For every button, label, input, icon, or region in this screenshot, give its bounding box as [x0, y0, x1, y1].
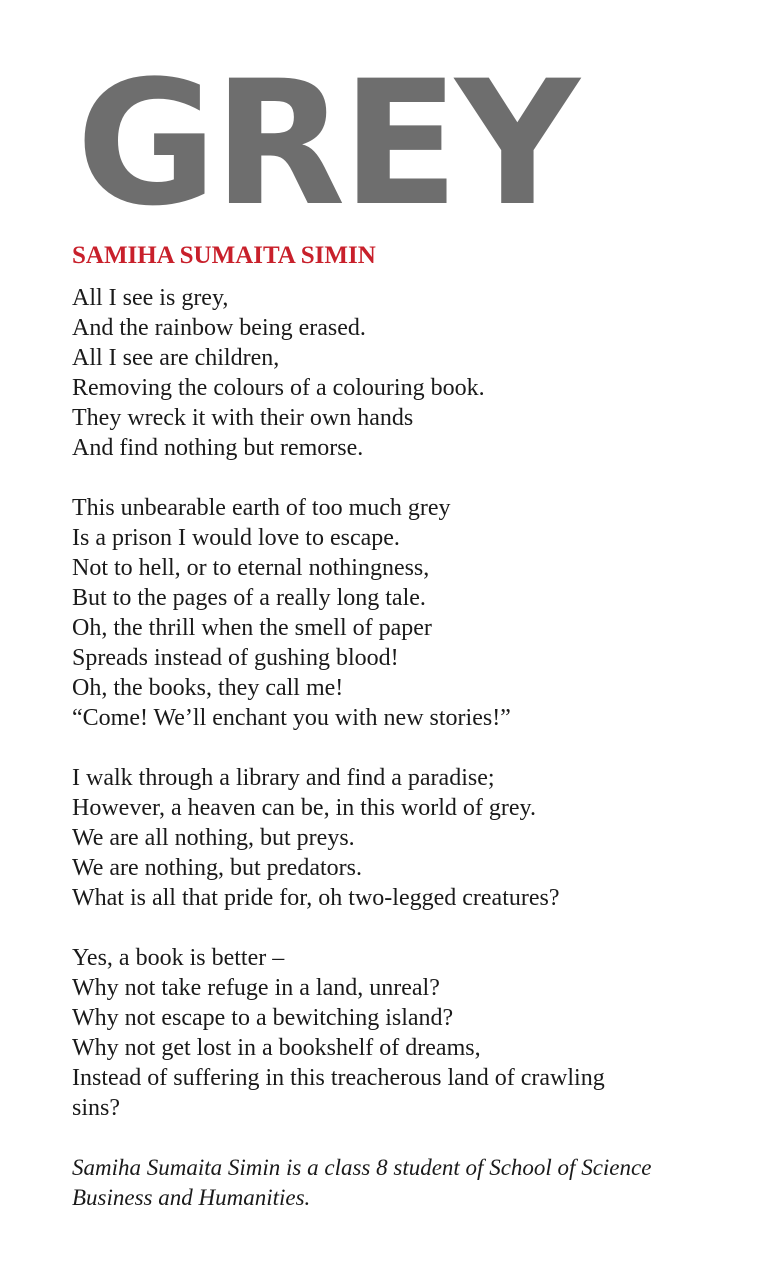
poem-line: Why not get lost in a bookshelf of dreams, — [72, 1035, 481, 1061]
poem-line: Oh, the thrill when the smell of paper — [72, 615, 432, 641]
poem-line: And the rainbow being erased. — [72, 315, 366, 341]
author-bio-line: Samiha Sumaita Simin is a class 8 student of School of Science — [72, 1155, 652, 1180]
poem-line: Is a prison I would love to escape. — [72, 525, 400, 551]
poem-line: All I see is grey, — [72, 285, 229, 311]
poem-line: And find nothing but remorse. — [72, 435, 364, 461]
poem-line: Yes, a book is better – — [72, 945, 285, 971]
poem-line: Why not escape to a bewitching island? — [72, 1005, 454, 1031]
poem-line: What is all that pride for, oh two-legged creatures? — [72, 885, 560, 911]
stanza-break — [72, 463, 712, 493]
poem-line: Not to hell, or to eternal nothingness, — [72, 555, 430, 581]
poem-line: They wreck it with their own hands — [72, 405, 414, 431]
stanza-1 — [72, 283, 712, 463]
stanza-2 — [72, 493, 712, 733]
poem-line: But to the pages of a really long tale. — [72, 585, 426, 611]
stanza-4 — [72, 943, 712, 1123]
poem-line: Oh, the books, they call me! — [72, 675, 344, 701]
poem-line: All I see are children, — [72, 345, 280, 371]
poem-line: Instead of suffering in this treacherous land of crawling — [72, 1065, 605, 1091]
stanza-break — [72, 913, 712, 943]
poem-line: This unbearable earth of too much grey — [72, 495, 451, 521]
poem-line: Spreads instead of gushing blood! — [72, 645, 399, 671]
author-name: SAMIHA SUMAITA SIMIN — [72, 242, 376, 269]
poem-line: “Come! We’ll enchant you with new stories!” — [72, 705, 511, 731]
poem-line: We are all nothing, but preys. — [72, 825, 355, 851]
poem-line: We are nothing, but predators. — [72, 855, 362, 881]
stanza-3 — [72, 763, 712, 913]
author-bio-line: Business and Humanities. — [72, 1185, 311, 1210]
poem-line: sins? — [72, 1095, 120, 1121]
poem-line: I walk through a library and find a paradise; — [72, 765, 495, 791]
poem-line: Removing the colours of a colouring book. — [72, 375, 485, 401]
poem-title: GREY — [76, 43, 576, 244]
poem-body — [72, 283, 712, 1123]
author-bio — [72, 1153, 732, 1213]
poem-line: However, a heaven can be, in this world of grey. — [72, 795, 536, 821]
poem-line: Why not take refuge in a land, unreal? — [72, 975, 440, 1001]
stanza-break — [72, 733, 712, 763]
